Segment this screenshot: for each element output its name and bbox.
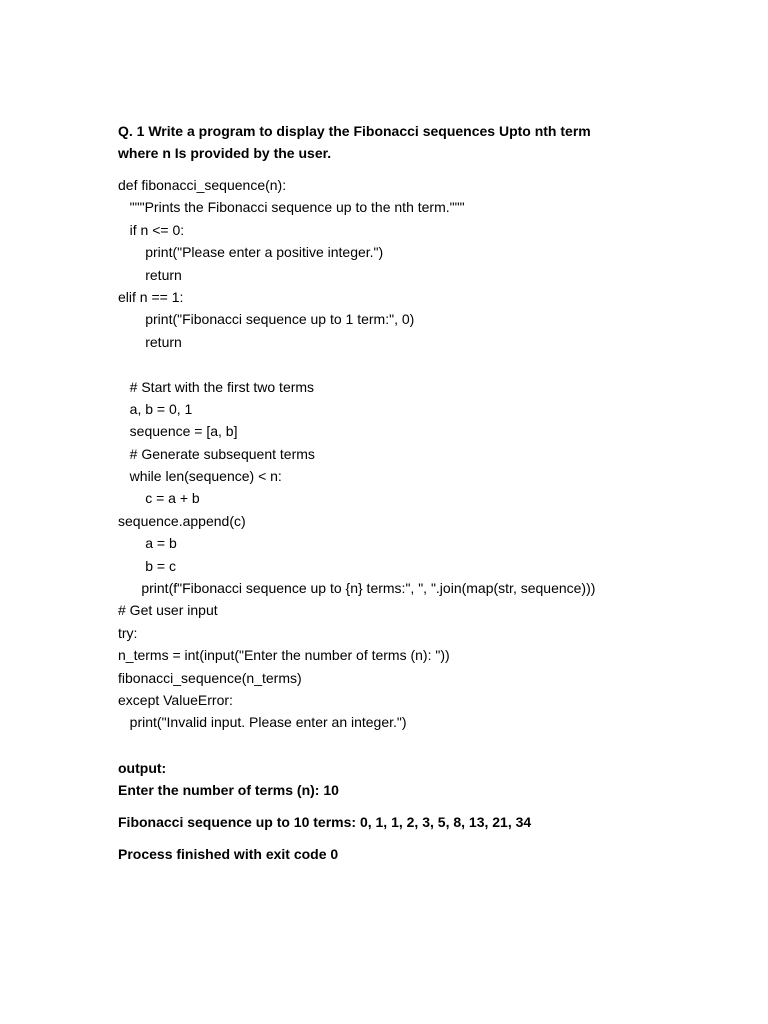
code-line: try: (118, 624, 138, 641)
code-line: sequence = [a, b] (118, 423, 238, 440)
code-line: print("Invalid input. Please enter an integer.") (118, 714, 407, 731)
code-line: print(f"Fibonacci sequence up to {n} terms:", ", ".join(map(str, sequence))) (118, 580, 596, 597)
code-line: # Start with the first two terms (118, 378, 315, 395)
output-label: output: (118, 760, 167, 776)
question-heading (118, 120, 678, 164)
code-line: fibonacci_sequence(n_terms) (118, 669, 302, 686)
code-line: print("Please enter a positive integer.") (118, 244, 384, 261)
question-line-1: Q. 1 Write a program to display the Fibonacci sequences Upto nth term (118, 123, 591, 139)
code-block (118, 174, 738, 734)
question-line-2: where n Is provided by the user. (118, 145, 332, 161)
code-line: while len(sequence) < n: (118, 468, 282, 485)
code-line: b = c (118, 557, 176, 574)
code-line: elif n == 1: (118, 288, 184, 305)
code-line (118, 353, 738, 375)
output-line-input: Enter the number of terms (n): 10 (118, 782, 339, 798)
code-line: a, b = 0, 1 (118, 400, 193, 417)
code-line: c = a + b (118, 490, 200, 507)
code-line: print("Fibonacci sequence up to 1 term:", 0) (118, 311, 415, 328)
code-line: sequence.append(c) (118, 512, 246, 529)
code-line: return (118, 266, 182, 283)
code-line: if n <= 0: (118, 221, 185, 238)
code-line: return (118, 333, 182, 350)
code-line: # Generate subsequent terms (118, 445, 315, 462)
output-line-exit: Process finished with exit code 0 (118, 846, 339, 862)
code-line: except ValueError: (118, 691, 233, 708)
code-line: a = b (118, 535, 177, 552)
code-line: def fibonacci_sequence(n): (118, 177, 287, 193)
code-line: """Prints the Fibonacci sequence up to the nth term.""" (118, 199, 465, 216)
output-line-sequence: Fibonacci sequence up to 10 terms: 0, 1, 1, 2, 3, 5, 8, 13, 21, 34 (118, 814, 532, 830)
output-section (118, 757, 718, 865)
code-line: n_terms = int(input("Enter the number of terms (n): ")) (118, 647, 450, 664)
code-line: # Get user input (118, 602, 218, 619)
